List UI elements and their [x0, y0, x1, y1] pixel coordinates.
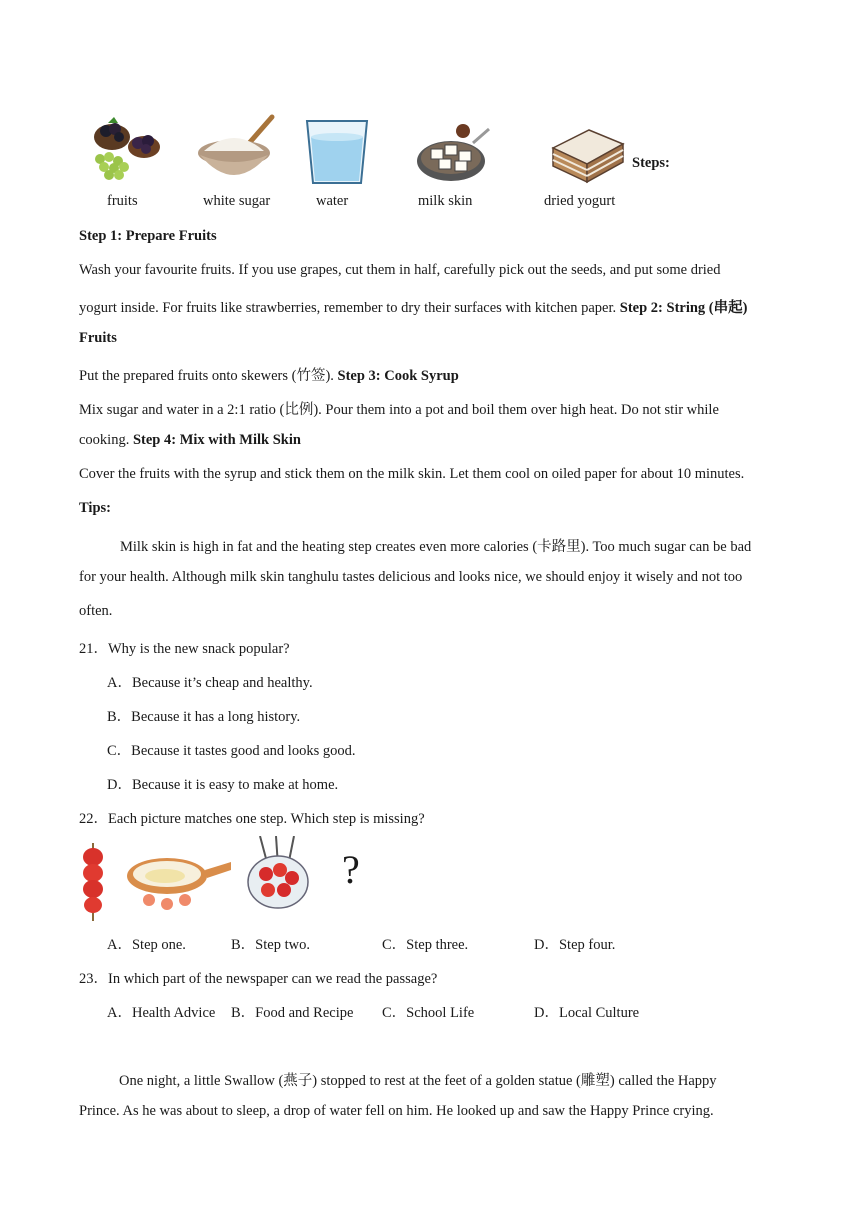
- step2-text-line: [79, 364, 459, 385]
- q22-question: 22．Each picture matches one step. Which step is missing?: [79, 811, 425, 827]
- sugar-bowl-icon: [196, 113, 276, 185]
- step4-heading: Step 4: Mix with Milk Skin: [132, 432, 301, 448]
- step3-text-end: cooking.: [79, 432, 130, 448]
- q22-option-d[interactable]: D．Step four.: [534, 937, 616, 953]
- q23-option-a[interactable]: A．Health Advice: [107, 1005, 216, 1021]
- water-glass-icon: [303, 117, 371, 187]
- tips-heading: Tips:: [79, 500, 111, 516]
- step4-text: Cover the fruits with the syrup and stick them on the milk skin. Let them cool on oiled paper for about 10 minutes.: [79, 466, 745, 482]
- ingredient-label-water: water: [316, 193, 349, 209]
- tips-line2: for your health. Although milk skin tanghulu tastes delicious and looks nice, we should enjoy it wisely and not too: [79, 569, 743, 585]
- step1-text-line2-content: yogurt inside. For fruits like strawberries, remember to dry their surfaces with kitchen paper.: [79, 300, 617, 316]
- q22-option-a[interactable]: A．Step one.: [107, 937, 186, 953]
- q21-option-c[interactable]: C．Because it tastes good and looks good.: [107, 743, 356, 759]
- q23-option-d[interactable]: D．Local Culture: [534, 1005, 640, 1021]
- ingredient-label-fruits: fruits: [107, 193, 138, 209]
- q23-question: 23．In which part of the newspaper can we read the passage?: [79, 971, 438, 987]
- q23-option-c[interactable]: C．School Life: [382, 1005, 475, 1021]
- q21-option-b[interactable]: B．Because it has a long history.: [107, 709, 301, 725]
- q23-option-b[interactable]: B．Food and Recipe: [231, 1005, 354, 1021]
- ingredient-label-milk-skin: milk skin: [418, 193, 473, 209]
- strawberry-bowl-icon: [246, 836, 310, 910]
- step3-text-line2: [79, 432, 301, 449]
- q21-question: 21．Why is the new snack popular?: [79, 641, 290, 657]
- q22-option-b[interactable]: B．Step two.: [231, 937, 310, 953]
- story-line1: One night, a little Swallow (燕子) stopped to rest at the feet of a golden statue (雕塑) called the Happy: [119, 1073, 717, 1089]
- step3-heading: Step 3: Cook Syrup: [337, 368, 459, 384]
- missing-step-mark: ?: [342, 847, 360, 892]
- ingredient-label-dried-yogurt: dried yogurt: [544, 193, 616, 209]
- step2-heading-continued: Fruits: [79, 330, 117, 346]
- step1-heading: Step 1: Prepare Fruits: [79, 228, 217, 244]
- step1-text-line1: Wash your favourite fruits. If you use grapes, cut them in half, carefully pick out the seeds, and put some dried: [79, 262, 721, 278]
- story-line2: Prince. As he was about to sleep, a drop of water fell on him. He looked up and saw the Happy Prince crying.: [79, 1103, 714, 1119]
- step2-heading: Step 2: String (串起): [619, 300, 748, 316]
- pan-icon: [125, 854, 233, 910]
- milk-skin-icon: [413, 123, 493, 185]
- fruits-icon: [88, 115, 166, 183]
- q21-option-d[interactable]: D．Because it is easy to make at home.: [107, 777, 339, 793]
- ingredient-label-white-sugar: white sugar: [203, 193, 271, 209]
- step3-text-line1: Mix sugar and water in a 2:1 ratio (比例). Pour them into a pot and boil them over high heat. Do not stir while: [79, 402, 719, 418]
- tips-line1: Milk skin is high in fat and the heating step creates even more calories (卡路里). Too much sugar can be bad: [120, 539, 752, 555]
- step1-text-line2: [79, 296, 747, 317]
- q21-option-a[interactable]: A．Because it’s cheap and healthy.: [107, 675, 313, 691]
- q22-option-c[interactable]: C．Step three.: [382, 937, 469, 953]
- tips-line3: often.: [79, 603, 113, 619]
- skewer-icon: [78, 843, 108, 921]
- step2-text: Put the prepared fruits onto skewers (竹签).: [79, 368, 334, 384]
- steps-heading: Steps:: [632, 155, 670, 171]
- dried-yogurt-icon: [549, 124, 627, 186]
